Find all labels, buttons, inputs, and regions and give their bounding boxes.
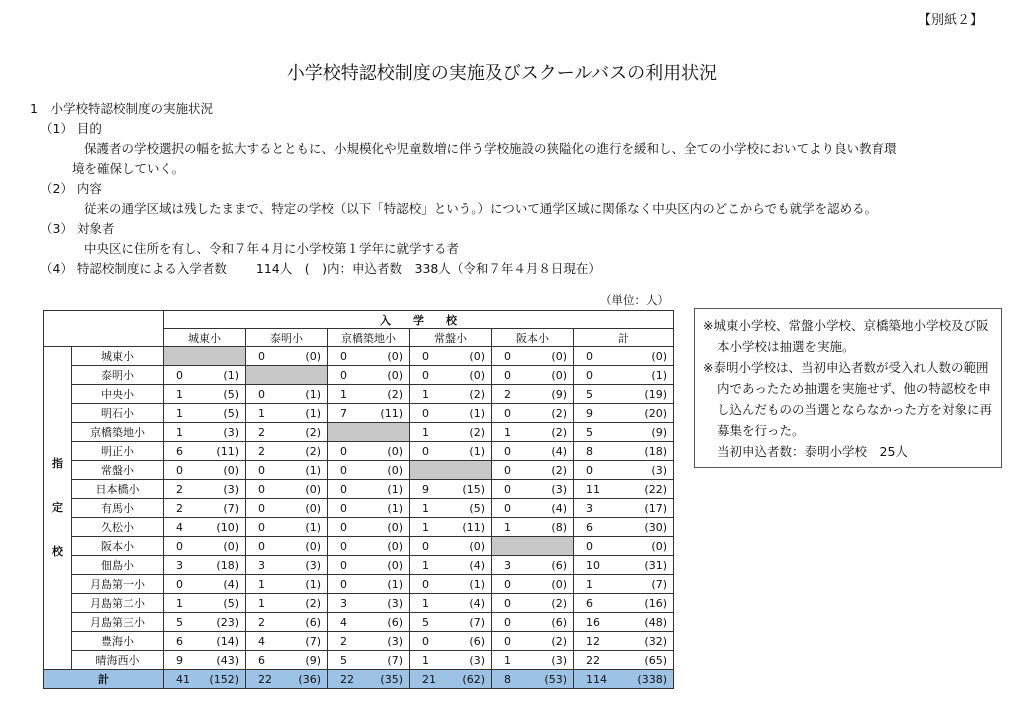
enrolled-count: 0 — [328, 347, 372, 366]
enrolled-count: 0 — [328, 556, 372, 575]
row-school-name: 月島第三小 — [72, 613, 164, 632]
row-school-name: 明正小 — [72, 442, 164, 461]
enrolled-count: 0 — [574, 537, 620, 556]
enrolled-count: 0 — [246, 537, 290, 556]
applicant-count: (5) — [208, 594, 246, 613]
note-line-1: ※城東小学校、常盤小学校、京橋築地小学校及び阪本小学校は抽選を実施。 — [703, 318, 989, 354]
applicant-count: (7) — [208, 499, 246, 518]
enrolled-count: 1 — [574, 575, 620, 594]
enrolled-count: 1 — [410, 594, 454, 613]
enrolled-count: 4 — [164, 518, 208, 537]
enrolled-count: 1 — [328, 385, 372, 404]
enrolled-count: 6 — [574, 594, 620, 613]
applicant-count: (0) — [372, 537, 410, 556]
applicant-count: (6) — [536, 556, 574, 575]
applicant-count: (2) — [454, 423, 492, 442]
column-header: 城東小 — [164, 329, 246, 347]
applicant-count: (1) — [290, 575, 328, 594]
enrolled-count: 0 — [492, 632, 536, 651]
enrolled-count: 0 — [410, 537, 454, 556]
applicant-count: (0) — [620, 537, 674, 556]
enrolled-count: 1 — [410, 556, 454, 575]
applicant-count: (20) — [620, 404, 674, 423]
section-1 — [30, 99, 990, 279]
enrolled-count: 0 — [246, 461, 290, 480]
applicant-count: (6) — [536, 613, 574, 632]
applicant-count: (62) — [454, 670, 492, 689]
table-row — [44, 366, 674, 385]
applicant-count: (23) — [208, 613, 246, 632]
applicant-count: (2) — [290, 442, 328, 461]
applicant-count: (18) — [620, 442, 674, 461]
total-label: 計 — [44, 670, 164, 689]
applicant-count: (2) — [290, 423, 328, 442]
applicant-count: (14) — [208, 632, 246, 651]
blank-cell — [328, 423, 410, 442]
column-header: 計 — [574, 329, 674, 347]
enrolled-count: 0 — [410, 632, 454, 651]
enrolled-count: 4 — [328, 613, 372, 632]
blank-cell — [492, 537, 574, 556]
enrolled-count: 5 — [410, 613, 454, 632]
applicant-count: (0) — [290, 480, 328, 499]
applicant-count: (53) — [536, 670, 574, 689]
applicant-count: (0) — [536, 575, 574, 594]
applicant-count: (9) — [290, 651, 328, 670]
applicant-count: (48) — [620, 613, 674, 632]
item-3-label: （3） 対象者 — [40, 221, 115, 236]
enrolled-count: 3 — [574, 499, 620, 518]
enrolled-count: 1 — [410, 651, 454, 670]
enrolled-count: 5 — [328, 651, 372, 670]
enrolled-count: 4 — [246, 632, 290, 651]
applicant-count: (43) — [208, 651, 246, 670]
applicant-count: (9) — [620, 423, 674, 442]
enrolled-count: 8 — [492, 670, 536, 689]
applicant-count: (4) — [208, 575, 246, 594]
row-school-name: 明石小 — [72, 404, 164, 423]
enrolled-count: 1 — [164, 594, 208, 613]
unit-label: （単位：人） — [600, 293, 669, 307]
applicant-count: (4) — [454, 594, 492, 613]
enrolled-count: 0 — [492, 480, 536, 499]
enrolled-count: 1 — [246, 404, 290, 423]
enrolled-count: 0 — [410, 366, 454, 385]
applicant-count: (3) — [372, 632, 410, 651]
table-row — [44, 347, 674, 366]
designated-school-label — [44, 347, 72, 670]
enrolled-count: 0 — [246, 499, 290, 518]
applicant-count: (16) — [620, 594, 674, 613]
group-header: 入 学 校 — [164, 311, 674, 329]
row-school-name: 京橋築地小 — [72, 423, 164, 442]
applicant-count: (0) — [372, 461, 410, 480]
note-box — [694, 308, 1002, 468]
enrolled-count: 1 — [410, 499, 454, 518]
enrolled-count: 0 — [164, 537, 208, 556]
enrolled-count: 0 — [328, 499, 372, 518]
enrolled-count: 0 — [410, 347, 454, 366]
enrolled-count: 0 — [492, 499, 536, 518]
item-1-label: （1） 目的 — [40, 121, 102, 136]
enrolled-count: 0 — [492, 461, 536, 480]
row-school-name: 月島第一小 — [72, 575, 164, 594]
enrolled-count: 9 — [574, 404, 620, 423]
applicant-count: (3) — [290, 556, 328, 575]
row-school-name: 久松小 — [72, 518, 164, 537]
enrolled-count: 1 — [246, 575, 290, 594]
enrolled-count: 0 — [574, 347, 620, 366]
section-heading: 1 小学校特認校制度の実施状況 — [30, 101, 213, 116]
applicant-count: (0) — [208, 537, 246, 556]
enrolled-count: 0 — [492, 404, 536, 423]
enrolled-count: 2 — [164, 499, 208, 518]
enrolled-count: 9 — [410, 480, 454, 499]
enrolled-count: 3 — [328, 594, 372, 613]
applicant-count: (7) — [290, 632, 328, 651]
applicant-count: (2) — [536, 632, 574, 651]
table-row — [44, 651, 674, 670]
table-row — [44, 442, 674, 461]
table-row — [44, 575, 674, 594]
attachment-label: 【別紙２】 — [918, 13, 984, 28]
applicant-count: (6) — [372, 613, 410, 632]
enrolled-count: 1 — [246, 594, 290, 613]
enrolled-count: 0 — [328, 518, 372, 537]
enrolled-count: 0 — [328, 480, 372, 499]
applicant-count: (1) — [620, 366, 674, 385]
row-school-name: 泰明小 — [72, 366, 164, 385]
applicant-count: (0) — [454, 537, 492, 556]
enrolled-count: 0 — [410, 404, 454, 423]
vertical-label-char: 指 — [52, 457, 63, 470]
enrolled-count: 0 — [574, 366, 620, 385]
enrolled-count: 2 — [246, 442, 290, 461]
enrolled-count: 2 — [492, 385, 536, 404]
enrolled-count: 10 — [574, 556, 620, 575]
applicant-count: (18) — [208, 556, 246, 575]
enrolled-count: 1 — [492, 423, 536, 442]
applicant-count: (30) — [620, 518, 674, 537]
enrolled-count: 0 — [574, 461, 620, 480]
row-school-name: 月島第二小 — [72, 594, 164, 613]
applicant-count: (15) — [454, 480, 492, 499]
enrolled-count: 2 — [246, 423, 290, 442]
applicant-count: (3) — [208, 423, 246, 442]
applicant-count: (1) — [372, 480, 410, 499]
enrolled-count: 8 — [574, 442, 620, 461]
page-title: 小学校特認校制度の実施及びスクールバスの利用状況 — [286, 63, 718, 84]
applicant-count: (65) — [620, 651, 674, 670]
applicant-count: (2) — [536, 423, 574, 442]
enrolled-count: 0 — [410, 442, 454, 461]
row-school-name: 日本橋小 — [72, 480, 164, 499]
applicant-count: (0) — [372, 556, 410, 575]
row-school-name: 阪本小 — [72, 537, 164, 556]
applicant-count: (152) — [208, 670, 246, 689]
enrolled-count: 0 — [328, 366, 372, 385]
applicant-count: (11) — [372, 404, 410, 423]
enrolled-count: 0 — [410, 575, 454, 594]
applicant-count: (2) — [536, 404, 574, 423]
column-header: 京橋築地小 — [328, 329, 410, 347]
row-school-name: 常盤小 — [72, 461, 164, 480]
applicant-count: (3) — [208, 480, 246, 499]
applicant-count: (4) — [536, 442, 574, 461]
enrolled-count: 41 — [164, 670, 208, 689]
applicant-count: (1) — [372, 575, 410, 594]
enrolled-count: 6 — [164, 442, 208, 461]
enrolled-count: 0 — [492, 347, 536, 366]
enrolled-count: 0 — [164, 575, 208, 594]
applicant-count: (3) — [372, 594, 410, 613]
applicant-count: (22) — [620, 480, 674, 499]
applicant-count: (338) — [620, 670, 674, 689]
applicant-count: (2) — [536, 594, 574, 613]
applicant-count: (1) — [372, 499, 410, 518]
row-school-name: 中央小 — [72, 385, 164, 404]
enrolled-count: 1 — [410, 518, 454, 537]
row-school-name: 晴海西小 — [72, 651, 164, 670]
applicant-count: (0) — [208, 461, 246, 480]
enrolled-count: 1 — [164, 385, 208, 404]
applicant-count: (0) — [290, 499, 328, 518]
blank-cell — [246, 366, 328, 385]
applicant-count: (19) — [620, 385, 674, 404]
vertical-label-char: 定 — [52, 501, 63, 514]
enrollment-table — [43, 310, 674, 689]
total-row — [44, 670, 674, 689]
enrolled-count: 0 — [328, 537, 372, 556]
enrolled-count: 3 — [246, 556, 290, 575]
table-row — [44, 385, 674, 404]
table-row — [44, 613, 674, 632]
enrolled-count: 0 — [246, 385, 290, 404]
applicant-count: (3) — [536, 480, 574, 499]
enrolled-count: 1 — [492, 651, 536, 670]
applicant-count: (0) — [536, 347, 574, 366]
note-line-3: 当初申込者数：泰明小学校 25人 — [717, 444, 908, 459]
applicant-count: (2) — [454, 385, 492, 404]
enrolled-count: 21 — [410, 670, 454, 689]
applicant-count: (0) — [290, 537, 328, 556]
applicant-count: (7) — [372, 651, 410, 670]
item-3-text: 中央区に住所を有し、令和７年４月に小学校第１学年に就学する者 — [84, 241, 460, 256]
applicant-count: (17) — [620, 499, 674, 518]
table-row — [44, 480, 674, 499]
applicant-count: (4) — [536, 499, 574, 518]
applicant-count: (32) — [620, 632, 674, 651]
enrolled-count: 3 — [164, 556, 208, 575]
applicant-count: (10) — [208, 518, 246, 537]
enrolled-count: 12 — [574, 632, 620, 651]
enrolled-count: 0 — [328, 575, 372, 594]
enrolled-count: 22 — [328, 670, 372, 689]
row-school-name: 佃島小 — [72, 556, 164, 575]
table-row — [44, 404, 674, 423]
enrolled-count: 5 — [574, 385, 620, 404]
enrolled-count: 0 — [328, 461, 372, 480]
table-row — [44, 423, 674, 442]
applicant-count: (0) — [454, 347, 492, 366]
enrolled-count: 1 — [410, 385, 454, 404]
applicant-count: (0) — [372, 442, 410, 461]
enrolled-count: 0 — [492, 594, 536, 613]
enrolled-count: 0 — [492, 613, 536, 632]
enrolled-count: 0 — [246, 480, 290, 499]
row-school-name: 有馬小 — [72, 499, 164, 518]
applicant-count: (1) — [290, 404, 328, 423]
enrolled-count: 3 — [492, 556, 536, 575]
applicant-count: (11) — [454, 518, 492, 537]
enrolled-count: 0 — [164, 461, 208, 480]
applicant-count: (2) — [372, 385, 410, 404]
applicant-count: (5) — [208, 404, 246, 423]
blank-cell — [164, 347, 246, 366]
enrolled-count: 5 — [164, 613, 208, 632]
applicant-count: (2) — [290, 594, 328, 613]
table-row — [44, 518, 674, 537]
applicant-count: (0) — [372, 366, 410, 385]
enrolled-count: 0 — [492, 442, 536, 461]
applicant-count: (31) — [620, 556, 674, 575]
enrolled-count: 0 — [246, 347, 290, 366]
applicant-count: (0) — [536, 366, 574, 385]
table-row — [44, 594, 674, 613]
applicant-count: (1) — [454, 575, 492, 594]
applicant-count: (0) — [372, 518, 410, 537]
vertical-label-char: 校 — [52, 545, 63, 558]
applicant-count: (3) — [454, 651, 492, 670]
column-header: 泰明小 — [246, 329, 328, 347]
applicant-count: (1) — [454, 404, 492, 423]
applicant-count: (1) — [208, 366, 246, 385]
note-line-2: ※泰明小学校は、当初申込者数が受入れ人数の範囲内であったため抽選を実施せず、他の特認校を申し込んだものの当選とならなかった方を対象に再募集を行った。 — [703, 360, 993, 438]
corner-cell — [44, 311, 164, 347]
applicant-count: (7) — [454, 613, 492, 632]
enrolled-count: 22 — [574, 651, 620, 670]
enrolled-count: 0 — [328, 442, 372, 461]
applicant-count: (9) — [536, 385, 574, 404]
applicant-count: (1) — [454, 442, 492, 461]
enrolled-count: 6 — [164, 632, 208, 651]
enrolled-count: 9 — [164, 651, 208, 670]
applicant-count: (0) — [454, 366, 492, 385]
enrolled-count: 1 — [492, 518, 536, 537]
applicant-count: (6) — [290, 613, 328, 632]
item-4-text: （4） 特認校制度による入学者数 114人 ( )内：申込者数 338人（令和７年４月８日現在） — [40, 261, 601, 276]
applicant-count: (1) — [290, 385, 328, 404]
applicant-count: (11) — [208, 442, 246, 461]
applicant-count: (0) — [620, 347, 674, 366]
table-row — [44, 461, 674, 480]
enrolled-count: 6 — [574, 518, 620, 537]
item-2-text: 従来の通学区域は残したままで、特定の学校（以下「特認校」という。）について通学区域に関係なく中央区内のどこからでも就学を認める。 — [84, 201, 878, 216]
applicant-count: (3) — [620, 461, 674, 480]
column-header: 阪本小 — [492, 329, 574, 347]
applicant-count: (5) — [208, 385, 246, 404]
enrolled-count: 1 — [410, 423, 454, 442]
item-1-text-b: 境を確保していく。 — [72, 161, 185, 176]
enrolled-count: 1 — [164, 404, 208, 423]
row-school-name: 城東小 — [72, 347, 164, 366]
applicant-count: (8) — [536, 518, 574, 537]
applicant-count: (0) — [372, 347, 410, 366]
column-header: 常盤小 — [410, 329, 492, 347]
row-school-name: 豊海小 — [72, 632, 164, 651]
applicant-count: (1) — [290, 461, 328, 480]
enrolled-count: 6 — [246, 651, 290, 670]
enrolled-count: 16 — [574, 613, 620, 632]
applicant-count: (6) — [454, 632, 492, 651]
table-row — [44, 499, 674, 518]
applicant-count: (7) — [620, 575, 674, 594]
enrolled-count: 114 — [574, 670, 620, 689]
enrolled-count: 1 — [164, 423, 208, 442]
enrolled-count: 2 — [246, 613, 290, 632]
applicant-count: (1) — [290, 518, 328, 537]
enrolled-count: 0 — [164, 366, 208, 385]
applicant-count: (36) — [290, 670, 328, 689]
enrolled-count: 7 — [328, 404, 372, 423]
applicant-count: (2) — [536, 461, 574, 480]
enrolled-count: 2 — [328, 632, 372, 651]
enrolled-count: 2 — [164, 480, 208, 499]
enrolled-count: 11 — [574, 480, 620, 499]
table-row — [44, 632, 674, 651]
enrolled-count: 0 — [246, 518, 290, 537]
item-1-text-a: 保護者の学校選択の幅を拡大するとともに、小規模化や児童数増に伴う学校施設の狭隘化の進行を緩和し、全ての小学校においてより良い教育環 — [84, 141, 897, 156]
enrolled-count: 22 — [246, 670, 290, 689]
applicant-count: (3) — [536, 651, 574, 670]
item-2-label: （2） 内容 — [40, 181, 102, 196]
enrolled-count: 0 — [492, 575, 536, 594]
applicant-count: (4) — [454, 556, 492, 575]
enrolled-count: 0 — [492, 366, 536, 385]
applicant-count: (0) — [290, 347, 328, 366]
applicant-count: (35) — [372, 670, 410, 689]
table-row — [44, 537, 674, 556]
blank-cell — [410, 461, 492, 480]
enrolled-count: 5 — [574, 423, 620, 442]
table-row — [44, 556, 674, 575]
applicant-count: (5) — [454, 499, 492, 518]
